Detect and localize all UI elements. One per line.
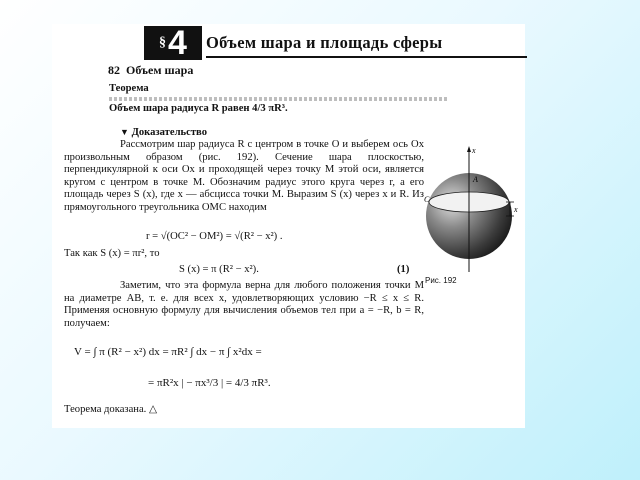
textbook-page	[52, 24, 525, 428]
x-dimension-label: x	[514, 205, 518, 214]
section-header	[144, 26, 527, 62]
subsection-number: 82	[108, 63, 120, 77]
section-title: Объем шара и площадь сферы	[206, 33, 443, 52]
section-number: 4	[168, 24, 187, 62]
sphere-figure	[424, 144, 522, 274]
proof-paragraph-2: Заметим, что эта формула верна для любого положения точки M на диаметре AB, т. е. для всех x, удовлетворяющих условию −R ≤ x ≤ R. Применяя основную формулу для вычисления объемов тел при a = −R, b = R, получаем:	[64, 280, 424, 329]
formula-r: r = √(OC² − OM²) = √(R² − x²) .	[146, 231, 283, 242]
point-a-label: A	[473, 175, 478, 184]
theorem-statement: Объем шара радиуса R равен 4/3 πR³.	[109, 103, 288, 114]
section-number-block	[144, 26, 202, 60]
proof-label-text: Доказательство	[131, 127, 207, 138]
figure-caption: Рис. 192	[425, 276, 457, 285]
proof-marker-icon: ▼	[120, 127, 129, 137]
proof-paragraph-1: Рассмотрим шар радиуса R с центром в точке O и выберем ось Ox произвольным образом (рис. 192). Сечение шара плоскостью, перпендикулярной к оси Ox и проходящей через точку M этой оси, является кругом с центром в точке M. Обозначим радиус этого круга через r, а его площадь через S (x), где x — абсцисса точки M. Выразим S (x) через x и R. Из прямоугольного треугольника OMC находим	[64, 139, 424, 213]
conclusion	[64, 404, 157, 417]
since-text: Так как S (x) = πr², то	[64, 248, 160, 259]
x-axis-arrow-icon	[467, 146, 471, 152]
point-c-label: C	[424, 195, 430, 204]
formula-volume-2: = πR²x | − πx³/3 | = 4/3 πR³.	[148, 377, 271, 389]
subsection-heading	[108, 64, 193, 77]
subsection-title: Объем шара	[126, 63, 194, 77]
conclusion-text: Теорема доказана.	[64, 404, 147, 415]
theorem-label: Теорема	[109, 83, 149, 94]
formula-s: S (x) = π (R² − x²).	[179, 264, 259, 275]
formula-s-number: (1)	[397, 264, 410, 275]
proof-label	[120, 126, 207, 140]
section-symbol: §	[159, 35, 167, 50]
formula-volume-1: V = ∫ π (R² − x²) dx = πR² ∫ dx − π ∫ x²dx =	[74, 346, 262, 358]
end-mark-icon: △	[149, 404, 158, 415]
header-rule	[206, 56, 527, 58]
x-axis-label: x	[472, 146, 476, 155]
faded-text-line	[109, 97, 449, 101]
